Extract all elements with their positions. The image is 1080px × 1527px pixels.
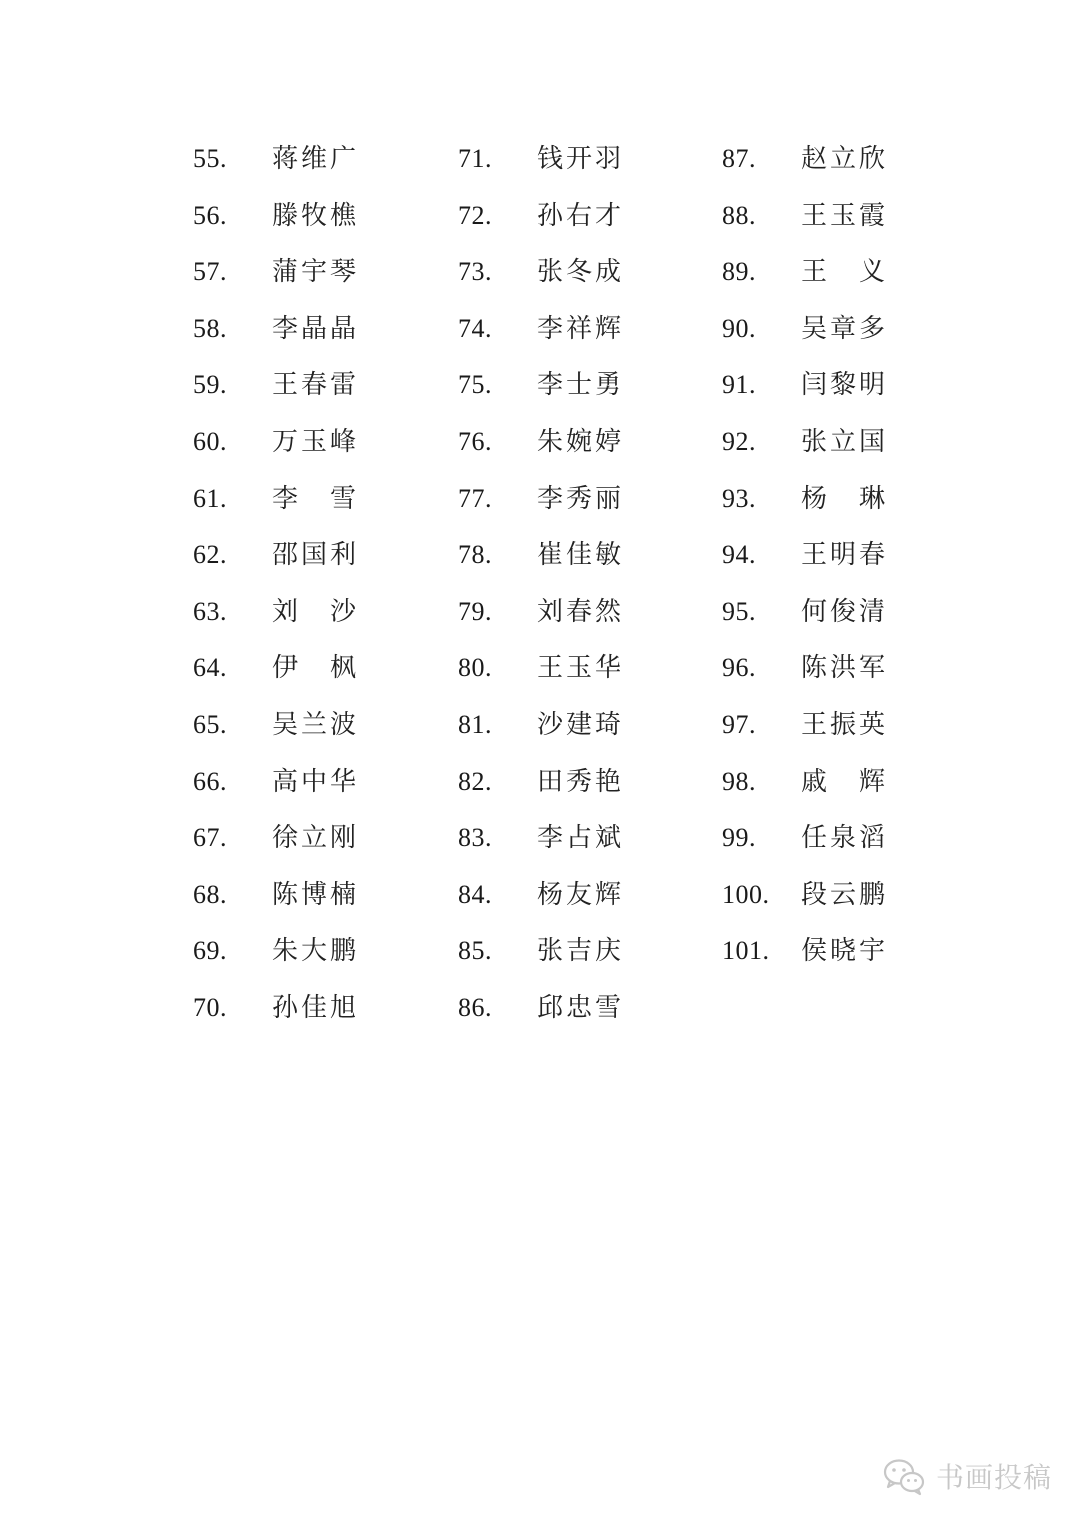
list-item — [722, 188, 885, 245]
list-item — [193, 244, 356, 301]
entry-name: 滕牧樵 — [272, 200, 356, 231]
entry-name: 李秀丽 — [537, 483, 621, 514]
entry-number: 93. — [722, 483, 756, 513]
list-item — [193, 754, 356, 811]
entry-name: 赵立欣 — [801, 144, 885, 174]
entry-name: 高中华 — [272, 766, 356, 797]
entry-number: 65. — [193, 709, 227, 739]
entry-name: 蒋维广 — [272, 144, 356, 174]
entry-number: 55. — [193, 144, 227, 173]
entry-number: 57. — [193, 257, 227, 287]
entry-name: 李雪 — [272, 483, 356, 514]
list-item — [722, 301, 885, 358]
entry-number: 71. — [458, 144, 492, 173]
entry-number: 88. — [722, 200, 756, 230]
entry-name: 吴章多 — [801, 313, 885, 344]
list-item — [458, 527, 621, 584]
entry-number: 81. — [458, 709, 492, 739]
entry-number: 69. — [193, 936, 227, 966]
entry-number: 73. — [458, 257, 492, 287]
list-item — [722, 923, 885, 980]
list-item — [193, 188, 356, 245]
entry-number: 100. — [722, 879, 770, 909]
entry-number: 91. — [722, 370, 756, 400]
entry-number: 75. — [458, 370, 492, 400]
entry-number: 68. — [193, 879, 227, 909]
entry-number: 59. — [193, 370, 227, 400]
entry-number: 66. — [193, 766, 227, 796]
entry-number: 62. — [193, 540, 227, 570]
entry-number: 58. — [193, 313, 227, 343]
entry-number: 74. — [458, 313, 492, 343]
entry-number: 78. — [458, 540, 492, 570]
watermark-text: 书画投稿 — [936, 1461, 1053, 1494]
entry-number: 101. — [722, 936, 770, 966]
entry-name: 朱大鹏 — [272, 936, 356, 967]
entry-name: 王春雷 — [272, 370, 356, 401]
list-item — [193, 357, 356, 414]
entry-number: 63. — [193, 596, 227, 626]
list-item — [458, 357, 621, 414]
entry-name: 刘沙 — [272, 596, 356, 627]
entry-name: 李祥辉 — [537, 313, 621, 344]
entry-name: 孙右才 — [537, 200, 621, 231]
entry-name: 杨琳 — [801, 483, 885, 514]
list-item — [458, 980, 621, 1037]
entry-name: 李士勇 — [537, 370, 621, 401]
entry-name: 邵国利 — [272, 540, 356, 571]
entry-number: 70. — [193, 992, 227, 1022]
entry-number: 87. — [722, 144, 756, 173]
entry-name: 伊枫 — [272, 653, 356, 684]
entry-number: 99. — [722, 823, 756, 853]
entry-name: 王明春 — [801, 540, 885, 571]
entry-name: 邱忠雪 — [537, 992, 621, 1023]
entry-number: 76. — [458, 426, 492, 456]
entry-number: 61. — [193, 483, 227, 513]
entry-name: 李占斌 — [537, 823, 621, 854]
list-item — [458, 640, 621, 697]
entry-number: 86. — [458, 992, 492, 1022]
list-item — [193, 301, 356, 358]
list-item — [193, 414, 356, 471]
entry-number: 56. — [193, 200, 227, 230]
entry-number: 80. — [458, 653, 492, 683]
list-item — [722, 131, 885, 188]
list-item — [458, 244, 621, 301]
entry-number: 72. — [458, 200, 492, 230]
entry-name: 戚辉 — [801, 766, 885, 797]
entry-name: 张冬成 — [537, 257, 621, 288]
list-item — [458, 471, 621, 528]
entry-number: 92. — [722, 426, 756, 456]
list-item — [458, 188, 621, 245]
list-item — [193, 640, 356, 697]
entry-name: 侯晓宇 — [801, 936, 885, 967]
entry-name: 杨友辉 — [537, 879, 621, 910]
entry-name: 任泉滔 — [801, 823, 885, 854]
entry-name: 刘春然 — [537, 596, 621, 627]
entry-number: 96. — [722, 653, 756, 683]
entry-name: 陈博楠 — [272, 879, 356, 910]
entry-number: 90. — [722, 313, 756, 343]
list-item — [722, 414, 885, 471]
list-item — [458, 810, 621, 867]
list-item — [193, 980, 356, 1037]
entry-name: 王玉华 — [537, 653, 621, 684]
entry-number: 77. — [458, 483, 492, 513]
entry-name: 崔佳敏 — [537, 540, 621, 571]
entry-number: 79. — [458, 596, 492, 626]
entry-name: 何俊清 — [801, 596, 885, 627]
entry-name: 张吉庆 — [537, 936, 621, 967]
entry-name: 徐立刚 — [272, 823, 356, 854]
entry-number: 82. — [458, 766, 492, 796]
list-item — [722, 754, 885, 811]
entry-number: 98. — [722, 766, 756, 796]
entry-name: 王玉霞 — [801, 200, 885, 231]
entry-name: 陈洪军 — [801, 653, 885, 684]
list-item — [458, 754, 621, 811]
list-item — [722, 867, 885, 924]
entry-number: 97. — [722, 709, 756, 739]
entry-name: 闫黎明 — [801, 370, 885, 401]
list-item — [458, 131, 621, 188]
name-column-3 — [722, 131, 885, 980]
list-item — [458, 697, 621, 754]
entry-name: 田秀艳 — [537, 766, 621, 797]
list-item — [458, 867, 621, 924]
entry-number: 67. — [193, 823, 227, 853]
list-item — [193, 584, 356, 641]
wechat-icon — [882, 1456, 926, 1496]
entry-name: 王振英 — [801, 709, 885, 740]
entry-number: 85. — [458, 936, 492, 966]
list-item — [722, 471, 885, 528]
entry-name: 吴兰波 — [272, 709, 356, 740]
entry-name: 张立国 — [801, 426, 885, 457]
list-item — [722, 640, 885, 697]
entry-number: 94. — [722, 540, 756, 570]
list-item — [458, 301, 621, 358]
entry-name: 沙建琦 — [537, 709, 621, 740]
entry-number: 64. — [193, 653, 227, 683]
entry-name: 朱婉婷 — [537, 426, 621, 457]
list-item — [193, 867, 356, 924]
entry-name: 蒲宇琴 — [272, 257, 356, 288]
name-column-1 — [193, 131, 356, 1037]
list-item — [458, 584, 621, 641]
watermark — [882, 1452, 1052, 1500]
entry-number: 89. — [722, 257, 756, 287]
list-item — [458, 923, 621, 980]
entry-name: 李晶晶 — [272, 313, 356, 344]
list-item — [193, 131, 356, 188]
entry-name: 王义 — [801, 257, 885, 288]
entry-name: 钱开羽 — [537, 144, 621, 174]
list-item — [722, 357, 885, 414]
entry-number: 60. — [193, 426, 227, 456]
entry-name: 孙佳旭 — [272, 992, 356, 1023]
list-item — [193, 810, 356, 867]
name-column-2 — [458, 131, 621, 1037]
entry-name: 段云鹏 — [801, 879, 885, 910]
list-item — [722, 244, 885, 301]
entry-number: 83. — [458, 823, 492, 853]
list-item — [722, 810, 885, 867]
list-item — [193, 923, 356, 980]
entry-number: 84. — [458, 879, 492, 909]
list-item — [722, 527, 885, 584]
list-item — [193, 471, 356, 528]
list-item — [722, 697, 885, 754]
list-item — [722, 584, 885, 641]
entry-name: 万玉峰 — [272, 426, 356, 457]
entry-number: 95. — [722, 596, 756, 626]
list-item — [193, 527, 356, 584]
list-item — [458, 414, 621, 471]
list-item — [193, 697, 356, 754]
